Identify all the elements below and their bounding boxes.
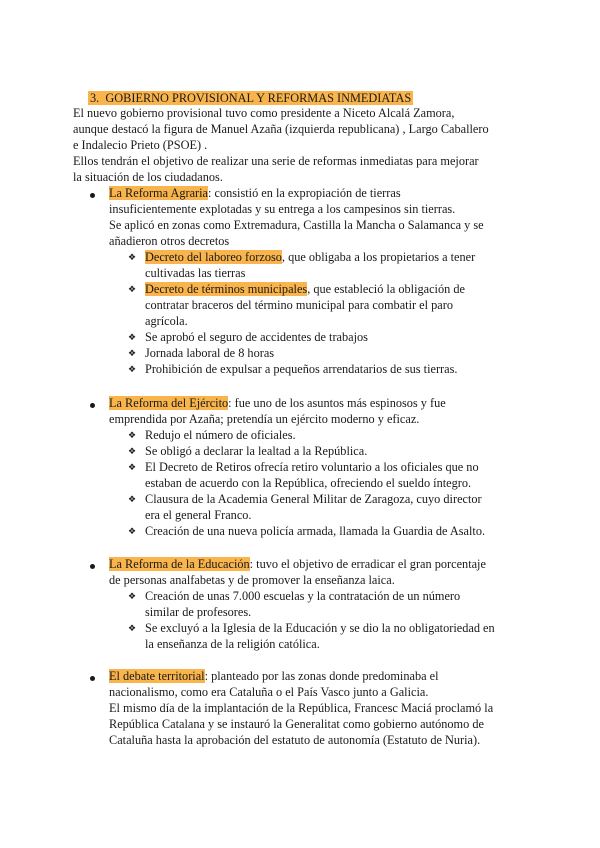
intro-line-4: Ellos tendrán el objetivo de realizar una serie de reformas inmediatas para mejorar	[73, 154, 479, 168]
educacion-line-1-text: : tuvo el objetivo de erradicar el gran porcentaje	[249, 557, 486, 571]
diamond-bullet: ❖	[128, 285, 137, 295]
heading-number: 3.	[90, 91, 100, 105]
bullet-territorial	[90, 676, 95, 681]
educacion-title: La Reforma de la Educación	[109, 557, 250, 571]
ejercito-line-1	[109, 396, 446, 411]
ejercito-sub-4-line-2: era el general Franco.	[145, 508, 252, 522]
diamond-bullet: ❖	[128, 333, 137, 343]
agraria-sub-2-highlight: Decreto de términos municipales	[145, 282, 308, 296]
agraria-sub-2-text: , que estableció la obligación de	[307, 282, 465, 296]
ejercito-sub-5: Creación de una nueva policía armada, llamada la Guardia de Asalto.	[145, 524, 486, 538]
intro-line-5: la situación de los ciudadanos.	[73, 170, 223, 184]
agraria-sub-2-line-3: agrícola.	[145, 314, 188, 328]
heading-title: GOBIERNO PROVISIONAL Y REFORMAS INMEDIATAS	[105, 91, 412, 105]
diamond-bullet: ❖	[128, 447, 137, 457]
heading-highlight	[88, 91, 413, 105]
diamond-bullet: ❖	[128, 253, 137, 263]
territorial-line-2: nacionalismo, como era Cataluña o el País Vasco junto a Galicia.	[109, 685, 429, 699]
agraria-sub-1-highlight: Decreto del laboreo forzoso	[145, 250, 282, 264]
ejercito-sub-3-line-2: estaban de acuerdo con la República, ofreciendo el sueldo íntegro.	[145, 476, 472, 490]
educacion-line-2: de personas analfabetas y de promover la enseñanza laica.	[109, 573, 395, 587]
agraria-line-1-text: : consistió en la expropiación de tierras	[208, 186, 401, 200]
intro-line-3: e Indalecio Prieto (PSOE) .	[73, 138, 208, 152]
educacion-sub-2-line-2: la enseñanza de la religión católica.	[145, 637, 320, 651]
ejercito-title: La Reforma del Ejército	[109, 396, 229, 410]
agraria-sub-2	[145, 282, 465, 297]
intro-line-2: aunque destacó la figura de Manuel Azaña (izquierda republicana) , Largo Caballero	[73, 122, 489, 136]
agraria-title: La Reforma Agraria	[109, 186, 209, 200]
agraria-line-3: Se aplicó en zonas como Extremadura, Castilla la Mancha o Salamanca y se	[109, 218, 484, 232]
section-heading	[88, 91, 413, 106]
educacion-sub-1-line-2: similar de profesores.	[145, 605, 252, 619]
ejercito-line-1-text: : fue uno de los asuntos más espinosos y fue	[228, 396, 446, 410]
agraria-sub-1-line-2: cultivadas las tierras	[145, 266, 246, 280]
ejercito-sub-4: Clausura de la Academia General Militar de Zaragoza, cuyo director	[145, 492, 482, 506]
ejercito-sub-2: Se obligó a declarar la lealtad a la República.	[145, 444, 368, 458]
agraria-sub-1	[145, 250, 475, 265]
ejercito-line-2: emprendida por Azaña; pretendía un ejército moderno y eficaz.	[109, 412, 420, 426]
agraria-line-2: insuficientemente explotadas y su entrega a los campesinos sin tierras.	[109, 202, 456, 216]
educacion-line-1	[109, 557, 486, 572]
diamond-bullet: ❖	[128, 592, 137, 602]
agraria-sub-5: Prohibición de expulsar a pequeños arrendatarios de sus tierras.	[145, 362, 458, 376]
educacion-sub-2: Se excluyó a la Iglesia de la Educación y se dio la no obligatoriedad en	[145, 621, 495, 635]
bullet-ejercito	[90, 403, 95, 408]
territorial-line-1-text: : planteado por las zonas donde predominaba el	[204, 669, 439, 683]
agraria-sub-4: Jornada laboral de 8 horas	[145, 346, 275, 360]
agraria-line-1	[109, 186, 401, 201]
agraria-sub-1-text: , que obligaba a los propietarios a tener	[281, 250, 476, 264]
diamond-bullet: ❖	[128, 495, 137, 505]
educacion-sub-1: Creación de unas 7.000 escuelas y la contratación de un número	[145, 589, 461, 603]
agraria-line-4: añadieron otros decretos	[109, 234, 230, 248]
territorial-title: El debate territorial	[109, 669, 205, 683]
diamond-bullet: ❖	[128, 624, 137, 634]
diamond-bullet: ❖	[128, 365, 137, 375]
diamond-bullet: ❖	[128, 349, 137, 359]
territorial-line-1	[109, 669, 439, 684]
bullet-educacion	[90, 564, 95, 569]
agraria-sub-3: Se aprobó el seguro de accidentes de trabajos	[145, 330, 368, 344]
diamond-bullet: ❖	[128, 431, 137, 441]
ejercito-sub-3: El Decreto de Retiros ofrecía retiro voluntario a los oficiales que no	[145, 460, 479, 474]
bullet-agraria	[90, 193, 95, 198]
territorial-line-5: Cataluña hasta la aprobación del estatuto de autonomía (Estatuto de Nuria).	[109, 733, 481, 747]
diamond-bullet: ❖	[128, 463, 137, 473]
intro-line-1: El nuevo gobierno provisional tuvo como presidente a Niceto Alcalá Zamora,	[73, 106, 455, 120]
agraria-sub-2-line-2: contratar braceros del término municipal para combatir el paro	[145, 298, 453, 312]
territorial-line-3: El mismo día de la implantación de la República, Francesc Maciá proclamó la	[109, 701, 494, 715]
ejercito-sub-1: Redujo el número de oficiales.	[145, 428, 296, 442]
diamond-bullet: ❖	[128, 527, 137, 537]
territorial-line-4: República Catalana y se instauró la Generalitat como gobierno autónomo de	[109, 717, 484, 731]
